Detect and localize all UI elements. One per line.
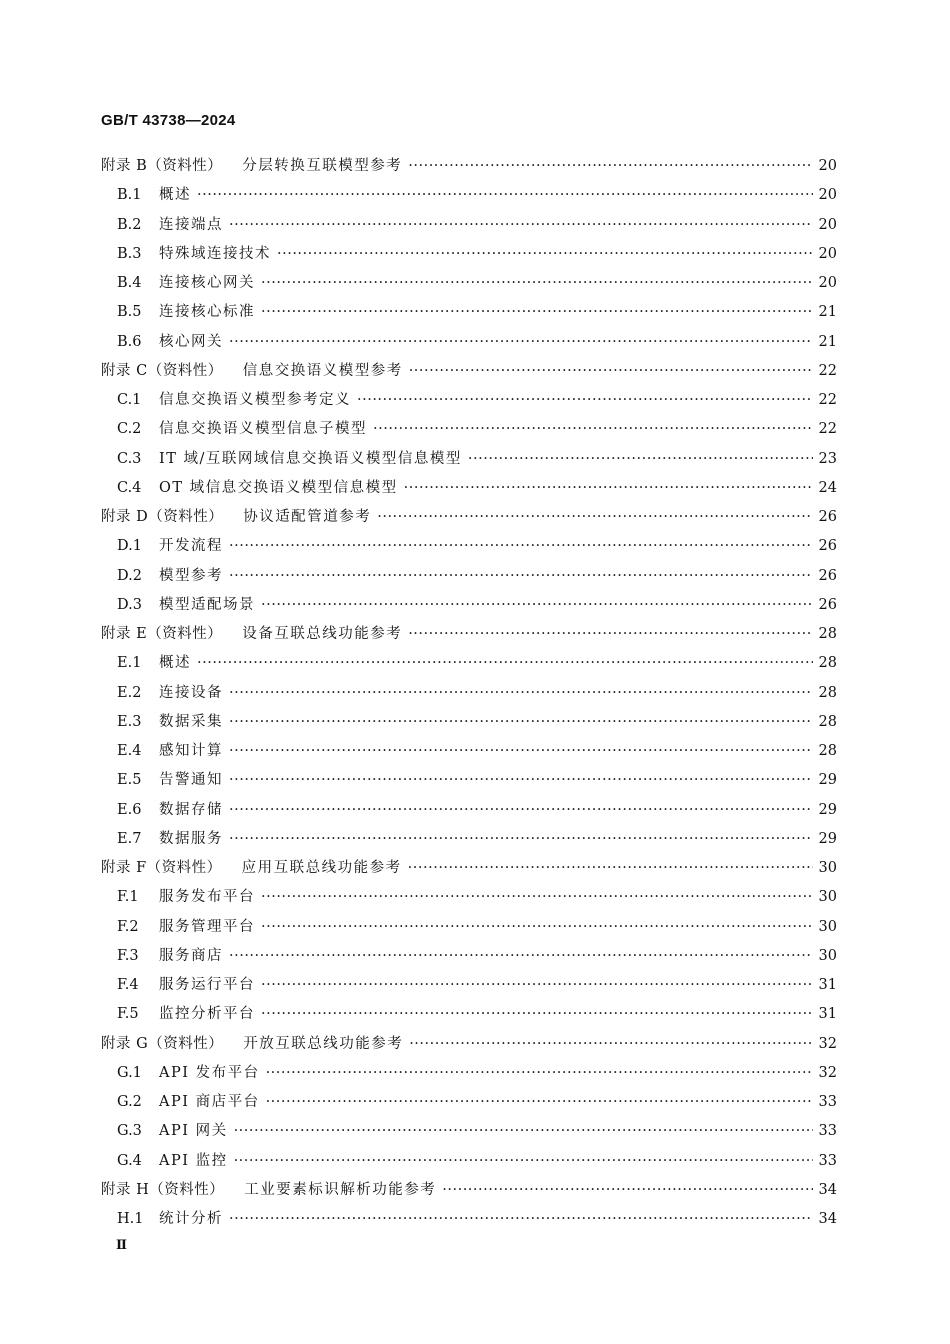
toc-entry-number: B.5: [117, 304, 142, 321]
toc-annex-entry[interactable]: [101, 620, 837, 649]
toc-subsection-entry[interactable]: [101, 1059, 837, 1088]
toc-page-number: 22: [818, 362, 837, 379]
toc-subsection-entry[interactable]: [101, 591, 837, 620]
toc-dot-leader: [377, 503, 813, 532]
toc-entry-number: B.2: [117, 216, 142, 233]
toc-entry-number: 附录 G（资料性）: [101, 1035, 224, 1052]
toc-dot-leader: [266, 1059, 813, 1088]
toc-page-number: 20: [818, 275, 837, 291]
toc-page-number: 32: [818, 1035, 837, 1052]
toc-entry-number: 附录 C（资料性）: [101, 362, 223, 379]
toc-entry-title: 模型适配场景: [159, 596, 255, 613]
toc-entry-title: API 监控: [159, 1152, 228, 1169]
toc-dot-leader: [373, 415, 813, 444]
toc-entry-title: 服务商店: [159, 947, 223, 964]
toc-dot-leader: [197, 181, 813, 210]
toc-page-number: 20: [818, 245, 837, 262]
toc-entry-title: 告警通知: [159, 772, 223, 789]
toc-entry-number: G.2: [117, 1094, 142, 1110]
toc-entry-title: OT 域信息交换语义模型信息模型: [159, 479, 398, 496]
toc-subsection-entry[interactable]: [101, 883, 837, 912]
toc-entry-number: G.1: [117, 1064, 142, 1081]
toc-entry-title: 开发流程: [159, 538, 223, 555]
toc-dot-leader: [409, 357, 813, 386]
toc-page-number: 20: [818, 187, 837, 204]
toc-page-number: 31: [818, 1006, 837, 1023]
toc-entry-number: E.6: [117, 801, 142, 818]
toc-entry-title: 统计分析: [159, 1211, 223, 1227]
toc-entry-title: 工业要素标识解析功能参考: [244, 1181, 437, 1198]
toc-page-number: 21: [818, 333, 837, 350]
toc-entry-title: 数据服务: [159, 830, 223, 847]
toc-entry-title: 连接核心标准: [159, 304, 255, 321]
toc-subsection-entry[interactable]: [101, 708, 837, 737]
table-of-contents: [101, 152, 837, 1234]
toc-entry-number: F.1: [117, 889, 139, 906]
toc-dot-leader: [261, 913, 813, 942]
toc-entry-number: E.1: [117, 655, 142, 672]
toc-dot-leader: [277, 240, 813, 269]
toc-dot-leader: [197, 649, 813, 678]
toc-entry-title: 服务运行平台: [159, 977, 255, 993]
toc-subsection-entry[interactable]: [101, 269, 837, 298]
toc-entry-number: D.1: [117, 538, 142, 555]
toc-page-number: 24: [818, 479, 837, 496]
toc-subsection-entry[interactable]: [101, 474, 837, 503]
toc-dot-leader: [229, 796, 813, 825]
toc-entry-title: 分层转换互联模型参考: [242, 158, 403, 174]
toc-entry-title: 服务发布平台: [159, 889, 255, 906]
toc-page-number: 20: [818, 216, 837, 233]
toc-subsection-entry[interactable]: [101, 796, 837, 825]
toc-entry-title: 信息交换语义模型参考定义: [159, 392, 351, 408]
toc-annex-entry[interactable]: [101, 1176, 837, 1205]
toc-entry-title: 开放互联总线功能参考: [243, 1035, 404, 1052]
toc-entry-number: F.2: [117, 918, 139, 935]
toc-entry-number: 附录 H（资料性）: [101, 1181, 225, 1198]
toc-page-number: 28: [818, 684, 837, 701]
toc-subsection-entry[interactable]: [101, 1000, 837, 1029]
toc-entry-title: 监控分析平台: [159, 1006, 255, 1023]
toc-page-number: 26: [818, 596, 837, 613]
toc-subsection-entry[interactable]: [101, 298, 837, 327]
toc-entry-number: C.3: [117, 450, 142, 467]
toc-page-number: 29: [818, 830, 837, 847]
toc-entry-title: 数据采集: [159, 713, 223, 730]
toc-page-number: 31: [818, 977, 837, 993]
toc-subsection-entry[interactable]: [101, 913, 837, 942]
toc-page-number: 30: [818, 947, 837, 964]
toc-dot-leader: [404, 474, 813, 503]
toc-dot-leader: [229, 1205, 813, 1234]
toc-page-number: 22: [818, 421, 837, 438]
toc-annex-entry[interactable]: [101, 503, 837, 532]
toc-dot-leader: [229, 766, 813, 795]
toc-page-number: 29: [818, 801, 837, 818]
toc-subsection-entry[interactable]: [101, 649, 837, 678]
toc-dot-leader: [408, 620, 813, 649]
toc-page-number: 20: [818, 158, 837, 174]
toc-entry-number: B.4: [117, 275, 142, 291]
toc-entry-title: API 发布平台: [159, 1064, 260, 1081]
toc-entry-number: 附录 D（资料性）: [101, 509, 224, 525]
toc-entry-title: 模型参考: [159, 567, 223, 584]
toc-entry-title: 协议适配管道参考: [243, 509, 372, 525]
toc-dot-leader: [229, 562, 813, 591]
toc-entry-number: 附录 B（资料性）: [101, 158, 223, 174]
toc-entry-number: B.3: [117, 245, 142, 262]
toc-annex-entry[interactable]: [101, 152, 837, 181]
toc-dot-leader: [229, 532, 813, 561]
toc-entry-number: B.6: [117, 333, 142, 350]
toc-page-number: 32: [818, 1064, 837, 1081]
toc-dot-leader: [408, 854, 813, 883]
toc-entry-title: 概述: [159, 187, 191, 204]
toc-subsection-entry[interactable]: [101, 386, 837, 415]
toc-page-number: 28: [818, 743, 837, 759]
page-number: Ⅱ: [116, 1238, 127, 1253]
toc-subsection-entry[interactable]: [101, 766, 837, 795]
toc-page-number: 28: [818, 713, 837, 730]
toc-dot-leader: [409, 1030, 813, 1059]
toc-page-number: 30: [818, 918, 837, 935]
toc-dot-leader: [229, 737, 813, 766]
toc-dot-leader: [229, 708, 813, 737]
toc-dot-leader: [261, 591, 813, 620]
toc-subsection-entry[interactable]: [101, 679, 837, 708]
toc-entry-number: C.4: [117, 479, 142, 496]
toc-subsection-entry[interactable]: [101, 825, 837, 854]
toc-dot-leader: [266, 1088, 813, 1117]
toc-entry-number: C.1: [117, 392, 142, 408]
toc-dot-leader: [261, 971, 813, 1000]
toc-entry-title: IT 域/互联网域信息交换语义模型信息模型: [159, 450, 462, 467]
toc-dot-leader: [229, 211, 813, 240]
toc-subsection-entry[interactable]: [101, 328, 837, 357]
toc-entry-number: 附录 E（资料性）: [101, 626, 223, 642]
toc-page-number: 22: [818, 392, 837, 408]
toc-dot-leader: [261, 1000, 813, 1029]
toc-entry-number: D.2: [117, 567, 142, 584]
toc-entry-title: 连接设备: [159, 684, 223, 701]
toc-entry-number: F.4: [117, 977, 139, 993]
toc-subsection-entry[interactable]: [101, 240, 837, 269]
toc-page-number: 26: [818, 509, 837, 525]
toc-entry-number: E.3: [117, 713, 142, 730]
toc-subsection-entry[interactable]: [101, 1205, 837, 1234]
toc-page-number: 21: [818, 304, 837, 321]
toc-page-number: 26: [818, 538, 837, 555]
toc-entry-number: C.2: [117, 421, 142, 438]
toc-entry-number: D.3: [117, 596, 142, 613]
toc-entry-title: 信息交换语义模型参考: [242, 362, 403, 379]
toc-page-number: 33: [818, 1152, 837, 1169]
toc-subsection-entry[interactable]: [101, 971, 837, 1000]
toc-dot-leader: [234, 1147, 813, 1176]
toc-entry-title: 核心网关: [159, 333, 223, 350]
toc-page-number: 29: [818, 772, 837, 789]
toc-dot-leader: [229, 679, 813, 708]
toc-page-number: 26: [818, 567, 837, 584]
toc-page-number: 33: [818, 1094, 837, 1110]
toc-entry-title: 服务管理平台: [159, 918, 255, 935]
toc-dot-leader: [357, 386, 813, 415]
toc-entry-title: 特殊域连接技术: [159, 245, 271, 262]
toc-page-number: 30: [818, 860, 837, 876]
toc-entry-title: 连接核心网关: [159, 275, 255, 291]
toc-subsection-entry[interactable]: [101, 415, 837, 444]
toc-entry-number: B.1: [117, 187, 142, 204]
toc-dot-leader: [261, 883, 813, 912]
toc-page-number: 28: [818, 626, 837, 642]
toc-subsection-entry[interactable]: [101, 181, 837, 210]
toc-dot-leader: [261, 269, 813, 298]
toc-page-number: 23: [818, 450, 837, 467]
toc-dot-leader: [229, 328, 813, 357]
toc-entry-number: E.2: [117, 684, 142, 701]
toc-entry-title: 数据存储: [159, 801, 223, 818]
toc-dot-leader: [468, 445, 813, 474]
toc-entry-title: 概述: [159, 655, 191, 672]
toc-dot-leader: [261, 298, 813, 327]
toc-dot-leader: [442, 1176, 813, 1205]
toc-entry-title: 感知计算: [159, 743, 223, 759]
toc-subsection-entry[interactable]: [101, 211, 837, 240]
toc-page-number: 33: [818, 1123, 837, 1140]
toc-page-number: 28: [818, 655, 837, 672]
toc-subsection-entry[interactable]: [101, 1088, 837, 1117]
toc-entry-number: F.5: [117, 1006, 139, 1023]
toc-annex-entry[interactable]: [101, 854, 837, 883]
toc-entry-number: F.3: [117, 947, 139, 964]
toc-annex-entry[interactable]: [101, 1030, 837, 1059]
toc-subsection-entry[interactable]: [101, 445, 837, 474]
standard-number: GB/T 43738—2024: [101, 112, 236, 129]
toc-subsection-entry[interactable]: [101, 942, 837, 971]
toc-entry-title: 连接端点: [159, 216, 223, 233]
toc-entry-number: 附录 F（资料性）: [101, 860, 222, 876]
toc-subsection-entry[interactable]: [101, 1117, 837, 1146]
toc-dot-leader: [234, 1117, 813, 1146]
toc-entry-number: G.3: [117, 1123, 142, 1140]
toc-annex-entry[interactable]: [101, 357, 837, 386]
toc-page-number: 34: [818, 1181, 837, 1198]
toc-entry-number: H.1: [117, 1211, 144, 1227]
toc-dot-leader: [229, 942, 813, 971]
toc-subsection-entry[interactable]: [101, 737, 837, 766]
toc-entry-number: E.7: [117, 830, 142, 847]
toc-subsection-entry[interactable]: [101, 532, 837, 561]
toc-page-number: 34: [818, 1211, 837, 1227]
toc-entry-title: 应用互联总线功能参考: [241, 860, 402, 876]
toc-entry-number: E.5: [117, 772, 142, 789]
toc-entry-title: 信息交换语义模型信息子模型: [159, 421, 367, 438]
toc-subsection-entry[interactable]: [101, 1147, 837, 1176]
toc-dot-leader: [229, 825, 813, 854]
toc-entry-number: G.4: [117, 1152, 142, 1169]
toc-entry-title: API 网关: [159, 1123, 228, 1140]
toc-entry-title: 设备互联总线功能参考: [242, 626, 403, 642]
toc-page-number: 30: [818, 889, 837, 906]
toc-entry-title: API 商店平台: [159, 1094, 260, 1110]
toc-entry-number: E.4: [117, 743, 142, 759]
toc-dot-leader: [408, 152, 813, 181]
toc-subsection-entry[interactable]: [101, 562, 837, 591]
